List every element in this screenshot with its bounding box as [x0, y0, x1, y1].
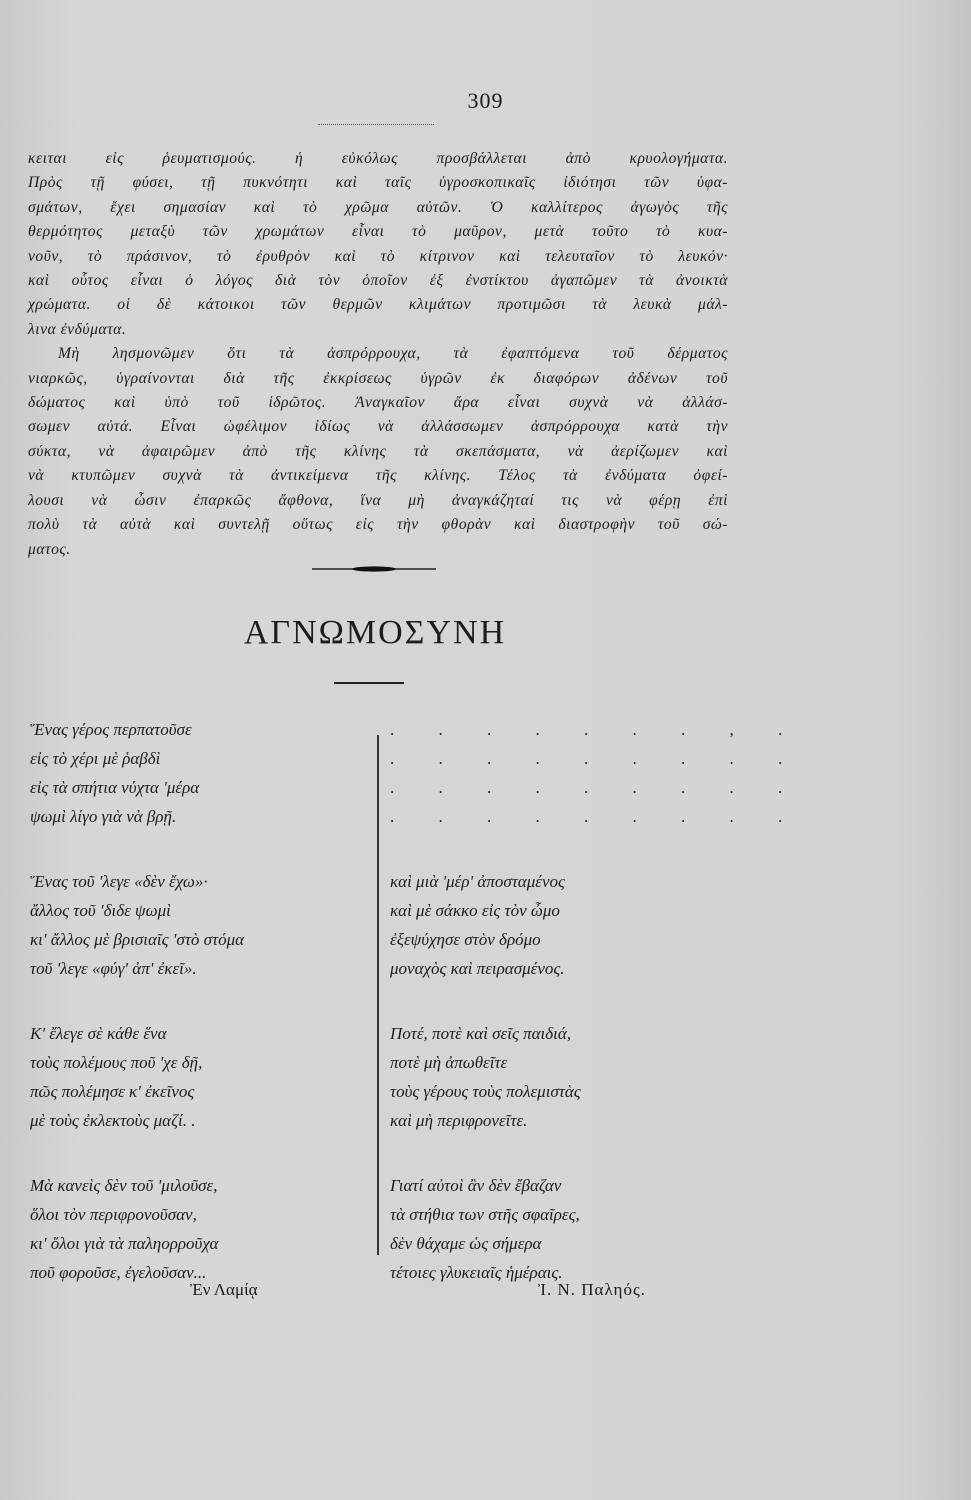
verse-line: τοὺς πολέμους ποῦ 'χε δῇ, — [30, 1053, 203, 1072]
place-signature: Ἐν Λαμίᾳ — [190, 1280, 258, 1299]
verse-line: ποτὲ μὴ ἀπωθεῖτε — [390, 1053, 508, 1072]
verse-line: Κ' ἔλεγε σὲ κάθε ἕνα — [30, 1024, 167, 1043]
stanza — [30, 1171, 370, 1287]
prose-line: Μὴ λησμονῶμεν ὅτι τὰ ἀσπρόρρουχα, τὰ ἐφαπτόμενα τοῦ δέρματος — [58, 345, 728, 363]
verse-line: καὶ μὲ σάκκο εἰς τὸν ὦμο — [390, 901, 560, 920]
verse-line: τοὺς γέρους τοὺς πολεμιστὰς — [390, 1082, 581, 1101]
poem-left-column — [30, 715, 370, 1287]
prose-line: νοῦν, τὸ πράσινον, τὸ ἐρυθρὸν καὶ τὸ κίτρινον καὶ τελευταῖον τὸ λευκόν· — [28, 247, 728, 265]
verse-line: Ποτέ, ποτὲ καὶ σεῖς παιδιά, — [390, 1024, 572, 1043]
verse-line: ἐξεψύχησε στὸν δρόμο — [390, 930, 541, 949]
stanza — [390, 867, 730, 983]
verse-line: Ἕνας γέρος περπατοῦσε — [30, 720, 192, 739]
prose-line: σμάτων, ἔχει σημασίαν καὶ τὸ χρῶμα αὐτῶν. Ὁ καλλίτερος ἀγωγὸς τῆς — [28, 198, 728, 216]
prose-line: θερμότητος μεταξὺ τῶν χρωμάτων εἶναι τὸ μαῦρον, μετὰ τοῦτο τὸ κυα- — [28, 223, 728, 241]
poem-right-column — [390, 715, 803, 1287]
column-divider — [377, 735, 379, 1255]
stanza — [390, 1171, 730, 1287]
prose-line: σωμεν αὐτά. Εἶναι ὠφέλιμον ἰδίως νὰ ἀλλάσσωμεν ἀσπρόρρουχα κατὰ τὴν — [28, 418, 728, 436]
prose-line: ματος. — [28, 540, 71, 558]
prose-text — [28, 147, 728, 562]
verse-line: δὲν θάχαμε ὡς σήμερα — [390, 1234, 542, 1253]
prose-line: λουσι νὰ ὦσιν ἐπαρκῶς ἄφθονα, ἵνα μὴ ἀναγκάζηταί τις νὰ φέρῃ ἐπὶ — [28, 491, 728, 509]
verse-line: ποῦ φοροῦσε, ἐγελοῦσαν... — [30, 1263, 207, 1282]
stanza — [390, 1019, 730, 1135]
verse-line: Ἕνας τοῦ 'λεγε «δὲν ἔχω»· — [30, 872, 208, 891]
verse-line: ὅλοι τὸν περιφρονοῦσαν, — [30, 1205, 197, 1224]
verse-line: κι' ὅλοι γιὰ τὰ παληορροῦχα — [30, 1234, 219, 1253]
prose-line: χρώματα. οἱ δὲ κάτοικοι τῶν θερμῶν κλιμάτων προτιμῶσι τὰ λευκὰ μάλ- — [28, 296, 728, 314]
verse-line: κι' ἄλλος μὲ βρισιαῖς 'στὸ στόμα — [30, 930, 245, 949]
prose-line: Πρὸς τῇ φύσει, τῇ πυκνότητι καὶ ταῖς ὑγροσκοπικαῖς ἰδιότησι τῶν ὑφα- — [28, 174, 728, 192]
prose-line: λινα ἐνδύματα. — [28, 320, 127, 338]
verse-line: τοῦ 'λεγε «φύγ' ἀπ' ἐκεῖ». — [30, 959, 197, 978]
stanza — [30, 1019, 370, 1135]
elision-dots: . . . . . . . , . — [390, 720, 803, 739]
section-divider-ornament — [312, 564, 436, 574]
verse-line: εἰς τὰ σπήτια νύχτα 'μέρα — [30, 778, 200, 797]
prose-line: σύκτα, νὰ ἀφαιρῶμεν ἀπὸ τῆς κλίνης τὰ σκεπάσματα, νὰ ἀερίζωμεν καὶ — [28, 442, 728, 460]
page-number: 309 — [467, 88, 504, 113]
prose-line: νιαρκῶς, ὑγραίνονται διὰ τῆς ἐκκρίσεως ὑγρῶν ἐκ διαφόρων ἀδένων τοῦ — [28, 369, 728, 387]
title-rule — [334, 682, 404, 684]
elision-dots: . . . . . . . . . — [390, 749, 803, 768]
verse-line: καὶ μὴ περιφρονεῖτε. — [390, 1111, 528, 1130]
stanza — [30, 715, 370, 831]
verse-line: Γιατί αὐτοὶ ἂν δὲν ἔβαζαν — [390, 1176, 562, 1195]
prose-line: κειται εἰς ῥευματισμούς. ἡ εὐκόλως προσβάλλεται ἀπὸ κρυολογήματα. — [28, 150, 728, 167]
author-signature: Ἰ. Ν. Παληός. — [538, 1280, 646, 1299]
stanza — [30, 867, 370, 983]
elision-dots: . . . . . . . . . — [390, 807, 803, 826]
verse-line: ψωμὶ λίγο γιὰ νὰ βρῇ. — [30, 807, 177, 826]
verse-line: ἄλλος τοῦ 'διδε ψωμὶ — [30, 901, 171, 920]
page-number-rule — [318, 124, 434, 125]
prose-line: νὰ κτυπῶμεν συχνὰ τὰ ἀντικείμενα τῆς κλίνης. Τέλος τὰ ἐνδύματα ὀφεί- — [28, 467, 728, 485]
prose-line: δώματος καὶ ὑπὸ τοῦ ἱδρῶτος. Ἀναγκαῖον ἄρα εἶναι συχνὰ νὰ ἀλλάσ- — [28, 394, 728, 412]
verse-line: καὶ μιὰ 'μέρ' ἀποσταμένος — [390, 872, 565, 891]
verse-line: πῶς πολέμησε κ' ἐκεῖνος — [30, 1082, 195, 1101]
verse-line: Μὰ κανεὶς δὲν τοῦ 'μιλοῦσε, — [30, 1176, 218, 1195]
verse-line: εἰς τὸ χέρι μὲ ῥαβδὶ — [30, 749, 161, 768]
prose-line: πολὺ τὰ αὐτὰ καὶ συντελῇ οὕτως εἰς τὴν φθορὰν καὶ διαστροφὴν τοῦ σώ- — [28, 516, 728, 534]
verse-line: τὰ στήθια των στῆς σφαῖρες, — [390, 1205, 580, 1224]
prose-line: καὶ οὗτος εἶναι ὁ λόγος διὰ τὸν ὁποῖον ἐξ ἐνστίκτου ἀγαπῶμεν τὰ ἀνοικτὰ — [28, 272, 728, 290]
verse-line: μοναχὸς καὶ πειρασμένος. — [390, 959, 565, 978]
poem-title: ΑΓΝΩΜΟΣΥΝΗ — [243, 614, 507, 651]
verse-line: τέτοιες γλυκειαῖς ἡμέραις. — [390, 1263, 563, 1282]
elided-stanza — [390, 715, 803, 831]
elision-dots: . . . . . . . . . — [390, 778, 803, 797]
verse-line: μὲ τοὺς ἐκλεκτοὺς μαζί. . — [30, 1111, 196, 1130]
